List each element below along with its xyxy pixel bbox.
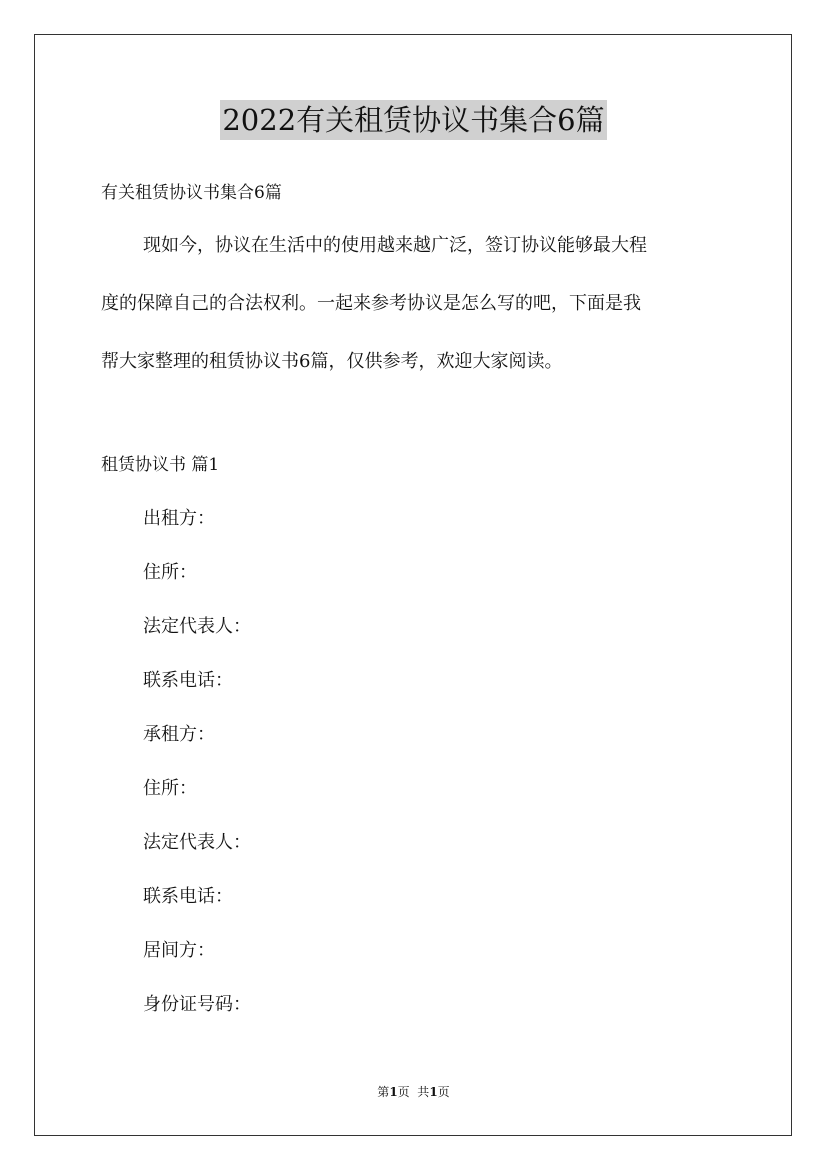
field-intermediary: 居间方： <box>143 940 215 961</box>
intro-line: 度的保障自己的合法权利。一起来参考协议是怎么写的吧，下面是我 <box>101 293 641 314</box>
contract-fields <box>143 506 251 1046</box>
field-lessee-address: 住所： <box>143 778 197 799</box>
field-id-number: 身份证号码： <box>143 994 251 1015</box>
document-title: 2022有关租赁协议书集合6篇 <box>220 100 606 140</box>
field-lessor-address: 住所： <box>143 562 197 583</box>
section-heading: 租赁协议书 篇1 <box>101 455 220 475</box>
document-subtitle: 有关租赁协议书集合6篇 <box>101 183 282 203</box>
field-lessor-legal-rep: 法定代表人： <box>143 616 251 637</box>
footer-total-pages: 1 <box>429 1085 438 1099</box>
intro-line: 帮大家整理的租赁协议书6篇，仅供参考，欢迎大家阅读。 <box>101 351 563 372</box>
page-footer <box>0 1083 827 1101</box>
footer-middle: 页 共 <box>397 1085 430 1099</box>
title-wrapper <box>0 100 827 140</box>
field-lessor-phone: 联系电话： <box>143 670 233 691</box>
footer-page-number: 1 <box>389 1085 398 1099</box>
intro-paragraph <box>101 233 729 407</box>
intro-line: 现如今，协议在生活中的使用越来越广泛，签订协议能够最大程 <box>143 235 647 256</box>
field-lessee-legal-rep: 法定代表人： <box>143 832 251 853</box>
field-lessor: 出租方： <box>143 508 215 529</box>
field-lessee-phone: 联系电话： <box>143 886 233 907</box>
footer-suffix: 页 <box>437 1085 450 1099</box>
footer-prefix: 第 <box>377 1085 390 1099</box>
field-lessee: 承租方： <box>143 724 215 745</box>
